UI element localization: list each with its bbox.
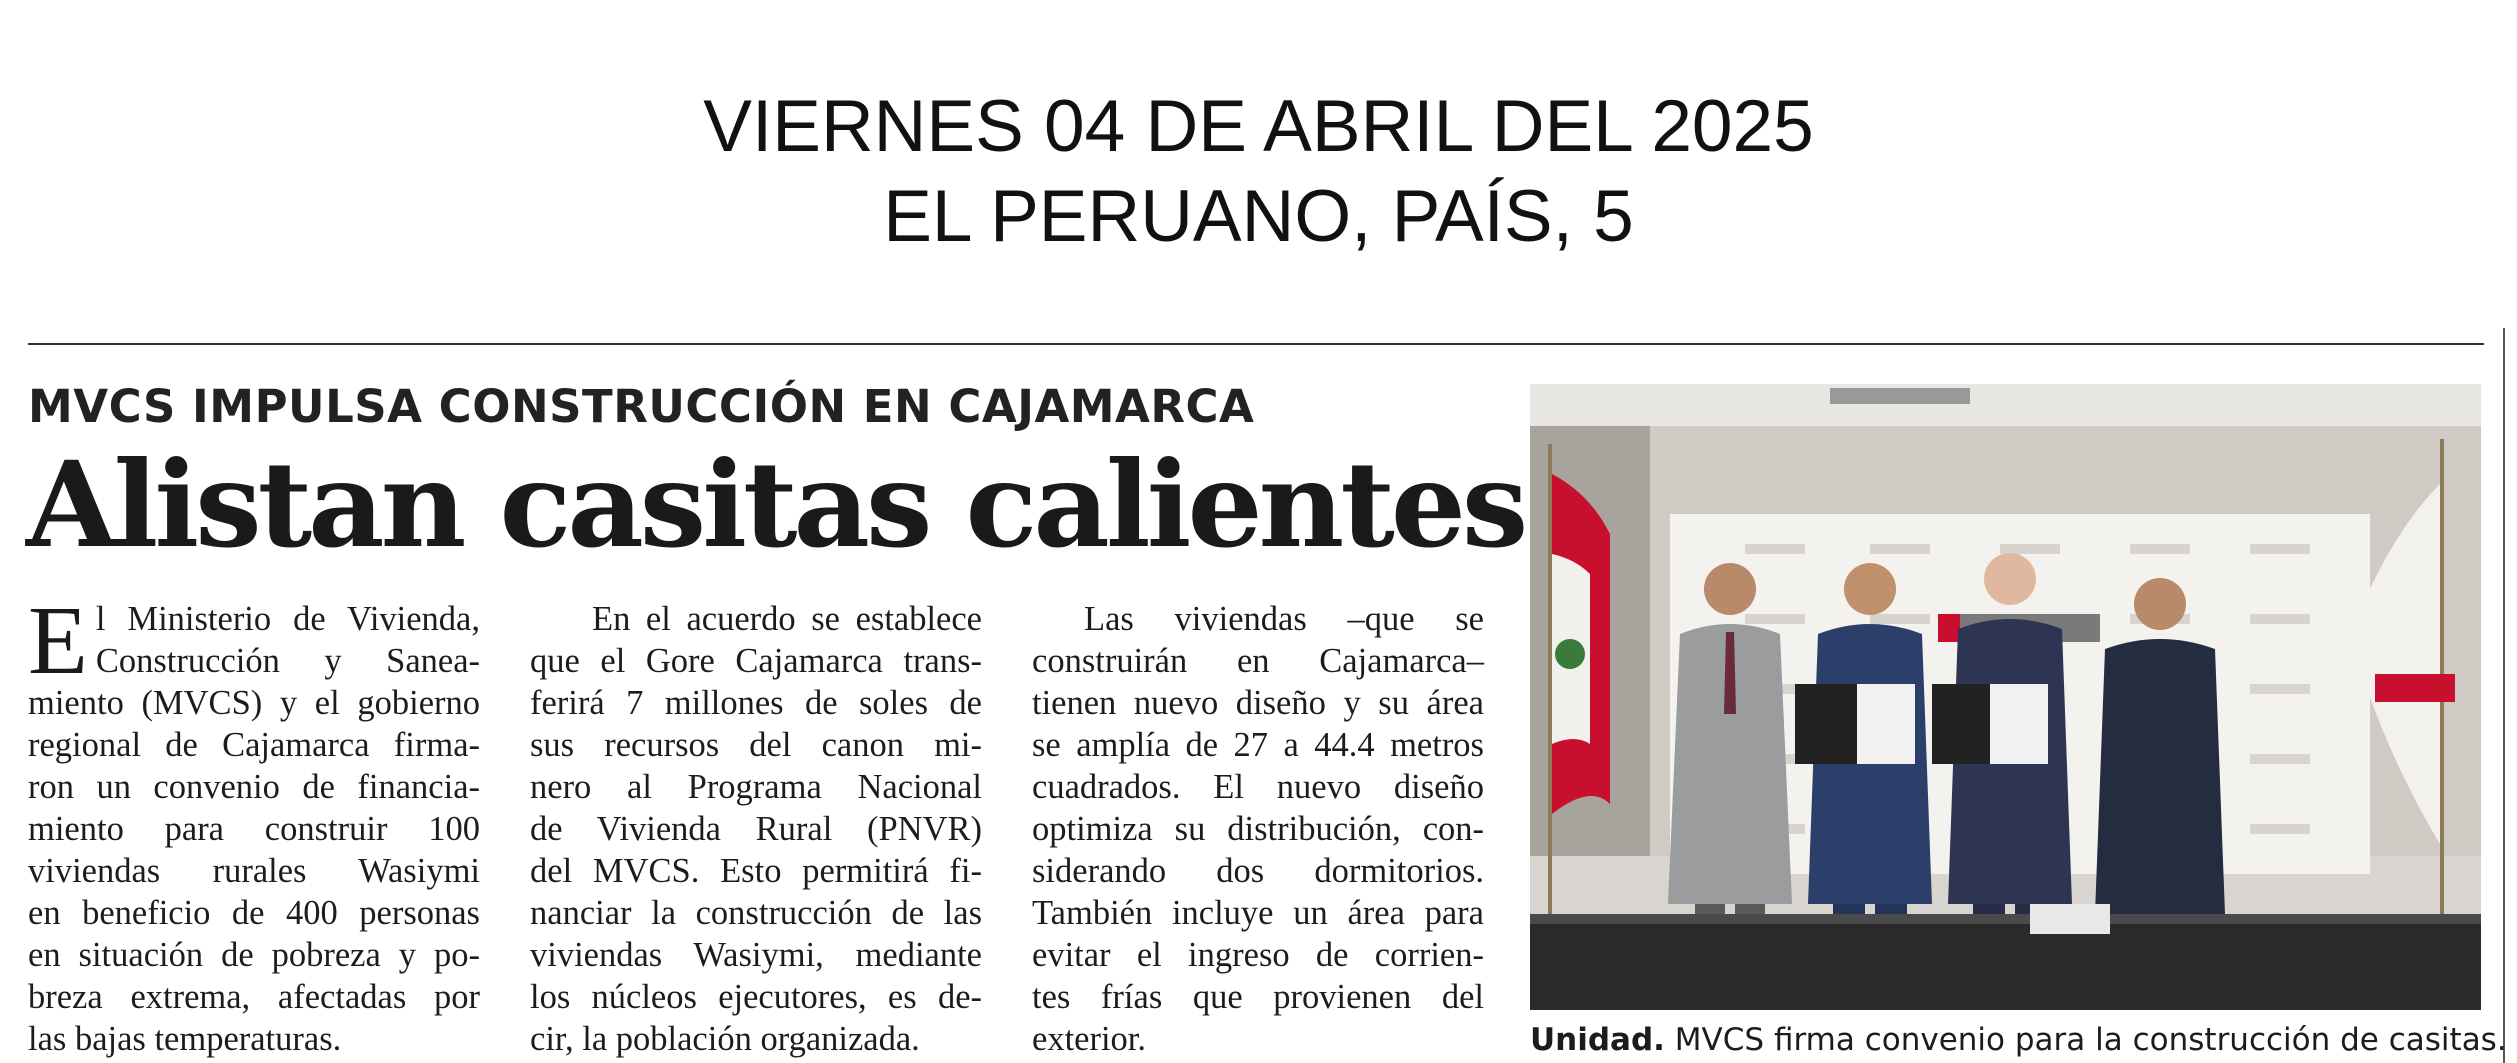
text-line: de Vivienda Rural (PNVR) — [530, 810, 982, 848]
text-line: evitar el ingreso de corrien- — [1032, 936, 1484, 974]
article-headline: Alistan casitas calientes — [26, 435, 1525, 574]
backdrop-peru-mark — [1938, 614, 1960, 642]
text-line: cir, la población organizada. — [530, 1020, 920, 1058]
text-line: exterior. — [1032, 1020, 1146, 1058]
table-edge — [1530, 914, 2481, 924]
article-column-1 — [28, 587, 480, 1060]
peru-coat-of-arms — [1555, 639, 1585, 669]
caption-text: MVCS firma convenio para la construcción de casitas. — [1664, 1022, 2507, 1058]
text-line: nero al Programa Nacional — [530, 768, 982, 806]
text-line: viviendas Wasiymi, mediante — [530, 936, 982, 974]
text-line: tienen nuevo diseño y su área — [1032, 684, 1484, 722]
text-line: También incluye un área para — [1032, 894, 1484, 932]
article-photo — [1530, 384, 2481, 1010]
text-line: Construcción y Sanea- — [95, 642, 480, 680]
text-line: tes frías que provienen del — [1032, 978, 1484, 1016]
text-line: viviendas rurales Wasiymi — [28, 852, 480, 890]
caption-label: Unidad. — [1530, 1022, 1665, 1058]
article-column-2 — [530, 598, 982, 1060]
page-edge-divider — [2503, 328, 2505, 1063]
text-line: regional de Cajamarca firma- — [28, 726, 480, 764]
text-line: las bajas temperaturas. — [28, 1020, 342, 1058]
text-line: ferirá 7 millones de soles de — [530, 684, 982, 722]
text-line: cuadrados. El nuevo diseño — [1032, 768, 1484, 806]
text-line: que el Gore Cajamarca trans- — [530, 642, 982, 680]
article-column-3 — [1032, 598, 1484, 1060]
text-line: del MVCS. Esto permitirá fi- — [530, 852, 982, 890]
text-line: en beneficio de 400 personas — [28, 894, 480, 932]
photo-caption — [1530, 1022, 2507, 1058]
article-kicker: MVCS IMPULSA CONSTRUCCIÓN EN CAJAMARCA — [28, 380, 1255, 433]
text-line: se amplía de 27 a 44.4 metros — [1032, 726, 1484, 764]
header-date: VIERNES 04 DE ABRIL DEL 2025 — [703, 86, 1814, 167]
photo-ceiling — [1530, 384, 2481, 426]
left-flagpole — [1548, 444, 1552, 964]
table-nameplate — [2030, 904, 2110, 934]
photo-illustration — [1530, 384, 2481, 1010]
ceiling-vent — [1830, 388, 1970, 404]
text-line: en situación de pobreza y po- — [28, 936, 480, 974]
text-line: miento para construir 100 — [28, 810, 480, 848]
text-line: Las viviendas –que se — [1084, 600, 1484, 638]
text-line: sus recursos del canon mi- — [530, 726, 982, 764]
text-line: siderando dos dormitorios. — [1032, 852, 1484, 890]
text-line: ron un convenio de financia- — [28, 768, 480, 806]
text-line: nanciar la construcción de las — [530, 894, 982, 932]
header-source: EL PERUANO, PAÍS, 5 — [883, 176, 1634, 257]
text-line: l Ministerio de Vivienda, — [95, 600, 480, 638]
text-line: breza extrema, afectadas por — [28, 978, 480, 1016]
text-line: construirán en Cajamarca– — [1032, 642, 1484, 680]
top-rule-divider — [28, 343, 2484, 345]
text-line: los núcleos ejecutores, es de- — [530, 978, 982, 1016]
institutional-flag-logo — [2375, 674, 2455, 702]
drop-cap: E — [28, 587, 88, 695]
text-line: optimiza su distribución, con- — [1032, 810, 1484, 848]
text-line: En el acuerdo se establece — [592, 600, 982, 638]
text-line: miento (MVCS) y el gobierno — [28, 684, 480, 722]
photo-table — [1530, 914, 2481, 1010]
